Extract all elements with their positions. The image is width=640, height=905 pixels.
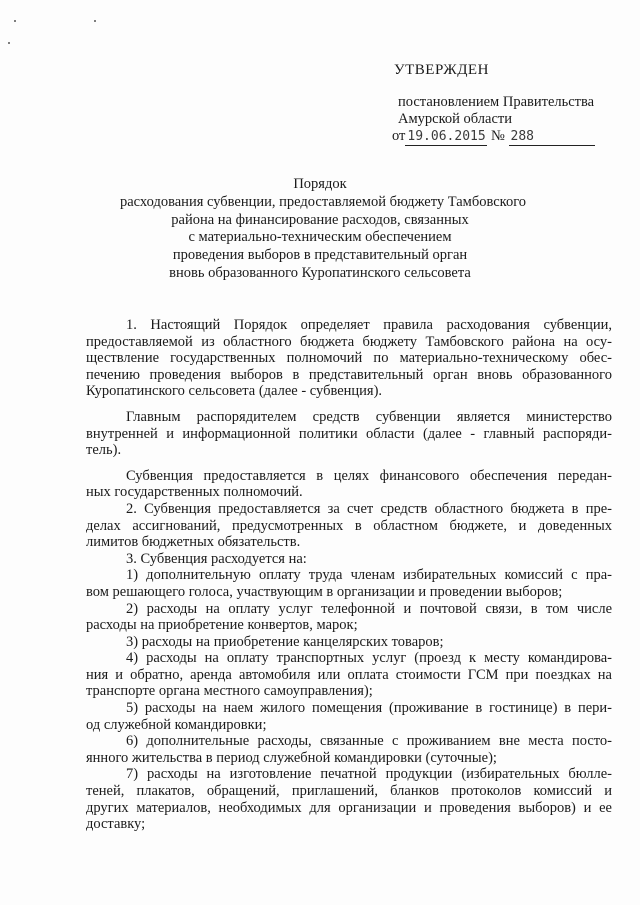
text-line: других материалов, необходимых для организации и проведения выборов) и ее: [86, 799, 612, 816]
paragraph-4: [86, 501, 612, 551]
text-line: ных государственных полномочий.: [86, 484, 303, 501]
title-line: вновь образованного Куропатинского сельсовета: [169, 264, 471, 281]
title-line: расходования субвенции, предоставляемой бюджету Тамбовского: [120, 193, 527, 210]
text-line: доставку;: [86, 816, 146, 833]
text-line: 3. Субвенция расходуется на:: [126, 550, 307, 567]
text-line: теней, плакатов, обращений, приглашений, бланков протоколов комиссий и: [86, 783, 612, 800]
text-line: 6) дополнительные расходы, связанные с проживанием вне места посто-: [126, 733, 612, 750]
list-item-2: [86, 601, 612, 634]
list-item-5: [86, 700, 612, 733]
approval-number: 288: [509, 128, 595, 146]
approval-heading: УТВЕРЖДЕН: [394, 62, 489, 78]
approval-date-line: [392, 128, 622, 146]
text-line: янного жительства в период служебной командировки (суточные);: [86, 749, 497, 766]
title-line: района на финансирование расходов, связанных: [171, 211, 469, 228]
date-prefix: от: [392, 128, 406, 144]
paragraph-2: [86, 409, 612, 459]
text-line: тель).: [86, 442, 122, 459]
text-line: транспорте органа местного самоуправления);: [86, 683, 373, 700]
text-line: од служебной командировки;: [86, 716, 267, 733]
title-line: с материально-техническим обеспечением: [188, 229, 452, 246]
text-line: внутренней и информационной политики области (далее - главный распоряди-: [86, 425, 612, 442]
list-item-6: [86, 733, 612, 766]
text-line: вом решающего голоса, участвующим в организации и проведении выборов;: [86, 583, 563, 600]
approval-region: Амурской области: [398, 111, 512, 127]
text-line: 4) расходы на оплату транспортных услуг (проезд к месту командирова-: [126, 650, 612, 667]
text-line: Куропатинского сельсовета (далее - субвенция).: [86, 383, 383, 400]
text-line: Главным распорядителем средств субвенции является министерство: [126, 408, 612, 425]
title-line: проведения выборов в представительный орган: [172, 247, 468, 264]
list-item-1: [86, 567, 612, 600]
scan-mark: [94, 20, 96, 22]
paragraph-3: [86, 468, 612, 501]
text-line: печению проведения выборов в представительный орган вновь образованного: [86, 366, 612, 383]
text-line: 7) расходы на изготовление печатной продукции (избирательных бюлле-: [126, 766, 612, 783]
document-title: [120, 176, 527, 283]
paragraph-1: [86, 317, 612, 400]
text-line: ния и обратно, аренда автомобиля или оплата стоимости ГСМ при поездках на: [86, 666, 612, 683]
approval-block: [392, 62, 622, 146]
text-line: 1) дополнительную оплату труда членам избирательных комиссий с пра-: [126, 567, 612, 584]
text-line: 1. Настоящий Порядок определяет правила расходования субвенции,: [126, 317, 612, 333]
text-line: расходы на приобретение конвертов, марок;: [86, 617, 358, 634]
approval-authority: постановлением Правительства: [398, 94, 595, 110]
scan-mark: [14, 20, 16, 22]
approval-date: 19.06.2015: [407, 129, 486, 144]
scan-mark: [8, 42, 10, 44]
text-line: лимитов бюджетных обязательств.: [86, 534, 301, 551]
text-line: предоставляемой из областного бюджета бюджету Тамбовского района на осу-: [86, 333, 612, 350]
text-line: 5) расходы на наем жилого помещения (проживание в гостинице) в пери-: [126, 700, 612, 717]
text-line: 2) расходы на оплату услуг телефонной и почтовой связи, в том числе: [126, 600, 612, 617]
text-line: 3) расходы на приобретение канцелярских товаров;: [126, 633, 444, 650]
list-item-4: [86, 650, 612, 700]
text-line: 2. Субвенция предоставляется за счет средств областного бюджета в пре-: [126, 500, 612, 517]
list-item-7: [86, 766, 612, 832]
text-line: Субвенция предоставляется в целях финансового обеспечения передан-: [126, 467, 612, 484]
title-line: Порядок: [293, 176, 347, 192]
text-line: делах ассигнований, предусмотренных в областном бюджете, и доведенных: [86, 517, 612, 534]
number-prefix: №: [491, 128, 505, 144]
list-item-3: [86, 634, 612, 651]
document-body: [86, 317, 612, 833]
text-line: ществление государственных полномочий по материально-техническому обес-: [86, 350, 612, 367]
paragraph-5: [86, 551, 612, 568]
